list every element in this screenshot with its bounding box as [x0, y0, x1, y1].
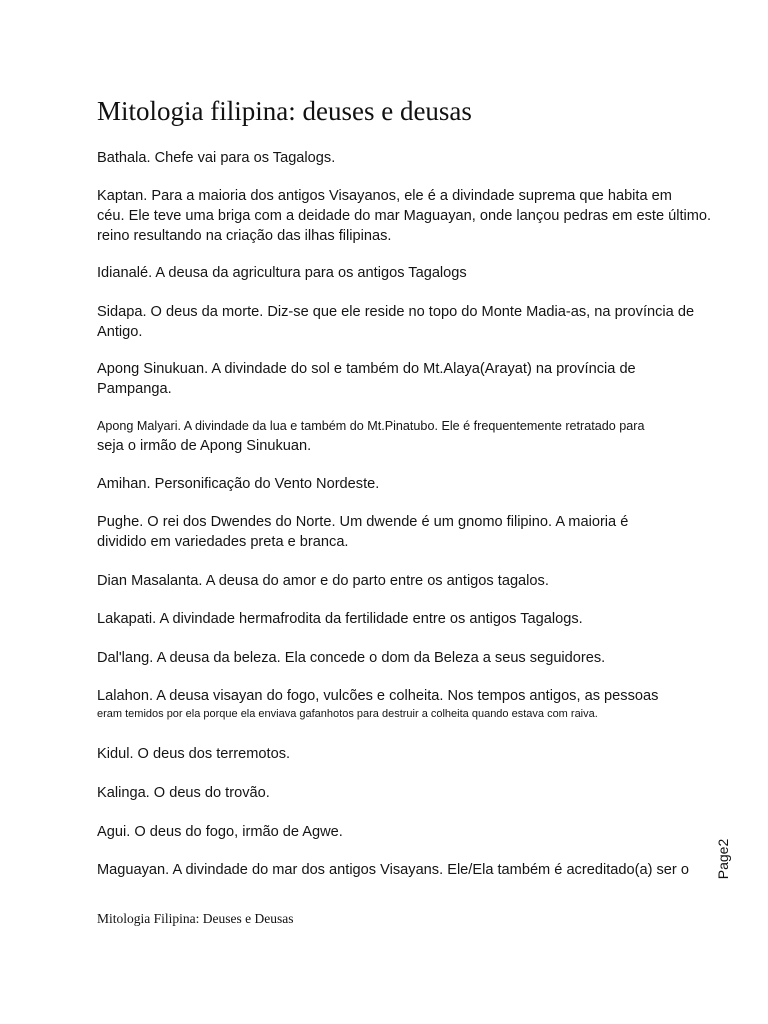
paragraph-line: seja o irmão de Apong Sinukuan.: [97, 438, 312, 454]
paragraph-lakapati: [97, 609, 583, 629]
paragraph-dian-masalanta: [97, 571, 549, 591]
paragraph-line: dividido em variedades preta e branca.: [97, 534, 349, 550]
paragraph-line: Lakapati. A divindade hermafrodita da fertilidade entre os antigos Tagalogs.: [97, 611, 583, 627]
paragraph-line: Apong Malyari. A divindade da lua e também do Mt.Pinatubo. Ele é frequentemente retratado para: [97, 419, 645, 433]
paragraph-line: Amihan. Personificação do Vento Nordeste.: [97, 476, 380, 492]
paragraph-pughe: [97, 512, 628, 552]
paragraph-line: Kaptan. Para a maioria dos antigos Visayanos, ele é a divindade suprema que habita em: [97, 188, 672, 204]
paragraph-line: Sidapa. O deus da morte. Diz-se que ele reside no topo do Monte Madia-as, na província de: [97, 304, 695, 320]
paragraph-line: Pampanga.: [97, 381, 172, 397]
paragraph-amihan: [97, 474, 379, 494]
page-number-label: Page2: [715, 838, 731, 880]
paragraph-sidapa: [97, 302, 694, 342]
paragraph-bathala: [97, 148, 335, 168]
paragraph-line: Apong Sinukuan. A divindade do sol e também do Mt.Alaya(Arayat) na província de: [97, 361, 636, 377]
paragraph-line: reino resultando na criação das ilhas filipinas.: [97, 228, 392, 244]
paragraph-agui: [97, 822, 343, 842]
page-footer: Mitologia Filipina: Deuses e Deusas: [97, 911, 294, 926]
paragraph-line: Bathala. Chefe vai para os Tagalogs.: [97, 150, 336, 166]
paragraph-line: Lalahon. A deusa visayan do fogo, vulcões e colheita. Nos tempos antigos, as pessoas: [97, 688, 659, 704]
paragraph-maguayan: [97, 860, 689, 880]
paragraph-kidul: [97, 744, 290, 764]
paragraph-idianale: [97, 263, 467, 283]
paragraph-line: céu. Ele teve uma briga com a deidade do mar Maguayan, onde lançou pedras em este último.: [97, 208, 712, 224]
paragraph-line: Agui. O deus do fogo, irmão de Agwe.: [97, 824, 343, 840]
paragraph-dallang: [97, 648, 605, 668]
page-number: [711, 836, 735, 882]
paragraph-line: Antigo.: [97, 324, 143, 340]
paragraph-line: Kidul. O deus dos terremotos.: [97, 746, 291, 762]
paragraph-kaptan: [97, 186, 711, 246]
paragraph-line: Pughe. O rei dos Dwendes do Norte. Um dwende é um gnomo filipino. A maioria é: [97, 514, 629, 530]
paragraph-line: Maguayan. A divindade do mar dos antigos Visayans. Ele/Ela também é acreditado(a) ser o: [97, 862, 689, 878]
paragraph-line: Idianalé. A deusa da agricultura para os antigos Tagalogs: [97, 265, 467, 281]
paragraph-kalinga: [97, 783, 270, 803]
document-title: Mitologia filipina: deuses e deusas: [97, 96, 472, 126]
paragraph-line: eram temidos por ela porque ela enviava gafanhotos para destruir a colheita quando estava com raiva.: [97, 708, 598, 720]
paragraph-line: Dal'lang. A deusa da beleza. Ela concede o dom da Beleza a seus seguidores.: [97, 650, 606, 666]
paragraph-lalahon: [97, 686, 658, 722]
paragraph-line: Dian Masalanta. A deusa do amor e do parto entre os antigos tagalos.: [97, 573, 549, 589]
paragraph-apong-sinukuan: [97, 359, 636, 399]
paragraph-apong-malyari: [97, 416, 644, 456]
paragraph-line: Kalinga. O deus do trovão.: [97, 785, 270, 801]
